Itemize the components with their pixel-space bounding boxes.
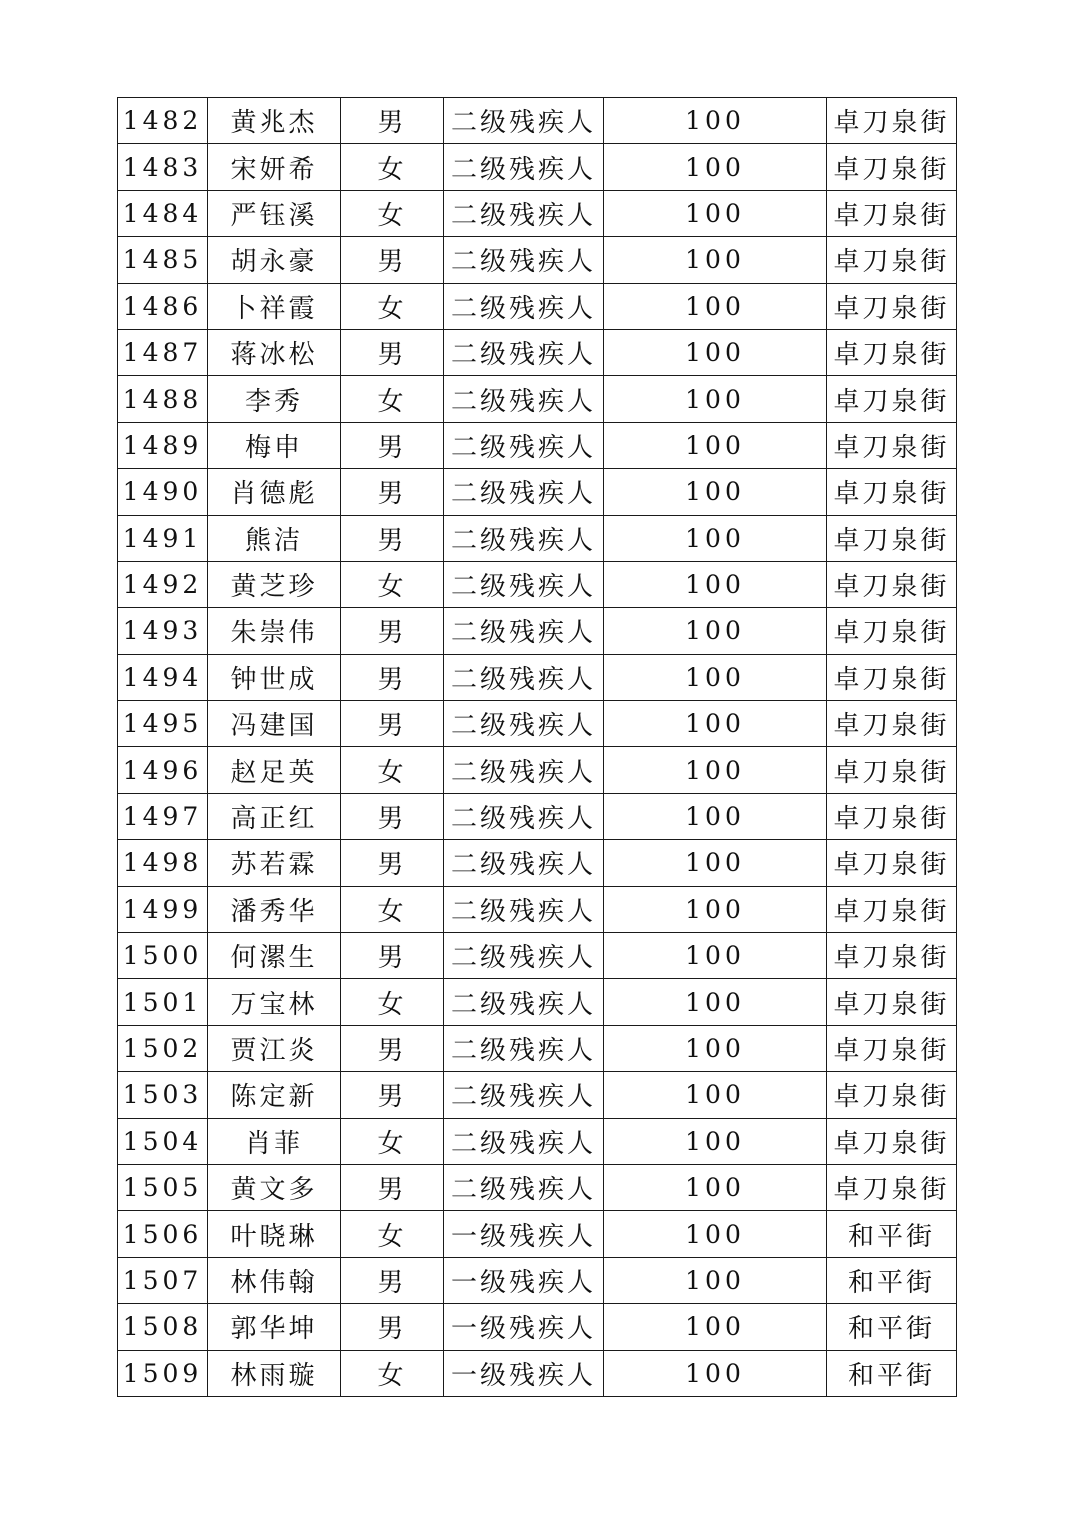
name-cell: 陈定新 — [208, 1072, 341, 1118]
name-cell: 钟世成 — [208, 654, 341, 700]
amount-cell: 100 — [604, 237, 827, 283]
table-row — [118, 515, 957, 561]
street-cell: 卓刀泉街 — [827, 793, 957, 839]
name-cell: 李秀 — [208, 376, 341, 422]
street-cell: 卓刀泉街 — [827, 422, 957, 468]
disability-level-cell: 二级残疾人 — [444, 283, 604, 329]
serial-number-cell: 1500 — [118, 933, 208, 979]
name-cell: 黄兆杰 — [208, 98, 341, 144]
name-cell: 梅申 — [208, 422, 341, 468]
name-cell: 胡永豪 — [208, 237, 341, 283]
serial-number-cell: 1489 — [118, 422, 208, 468]
serial-number-cell: 1496 — [118, 747, 208, 793]
serial-number-cell: 1490 — [118, 469, 208, 515]
street-cell: 卓刀泉街 — [827, 329, 957, 375]
name-cell: 高正红 — [208, 793, 341, 839]
table-row — [118, 1257, 957, 1303]
name-cell: 黄文多 — [208, 1164, 341, 1210]
name-cell: 林雨璇 — [208, 1350, 341, 1396]
amount-cell: 100 — [604, 654, 827, 700]
street-cell: 卓刀泉街 — [827, 654, 957, 700]
disability-level-cell: 二级残疾人 — [444, 144, 604, 190]
amount-cell: 100 — [604, 515, 827, 561]
gender-cell: 男 — [341, 701, 444, 747]
disability-level-cell: 二级残疾人 — [444, 469, 604, 515]
amount-cell: 100 — [604, 1072, 827, 1118]
name-cell: 何漯生 — [208, 933, 341, 979]
serial-number-cell: 1509 — [118, 1350, 208, 1396]
disability-level-cell: 二级残疾人 — [444, 1164, 604, 1210]
table-row — [118, 237, 957, 283]
amount-cell: 100 — [604, 98, 827, 144]
gender-cell: 男 — [341, 840, 444, 886]
table-row — [118, 1304, 957, 1350]
street-cell: 卓刀泉街 — [827, 283, 957, 329]
disability-level-cell: 一级残疾人 — [444, 1211, 604, 1257]
name-cell: 严钰溪 — [208, 190, 341, 236]
serial-number-cell: 1502 — [118, 1025, 208, 1071]
name-cell: 熊洁 — [208, 515, 341, 561]
gender-cell: 女 — [341, 190, 444, 236]
amount-cell: 100 — [604, 1118, 827, 1164]
street-cell: 卓刀泉街 — [827, 1164, 957, 1210]
street-cell: 和平街 — [827, 1350, 957, 1396]
serial-number-cell: 1494 — [118, 654, 208, 700]
table-row — [118, 886, 957, 932]
disability-level-cell: 二级残疾人 — [444, 237, 604, 283]
street-cell: 和平街 — [827, 1257, 957, 1303]
disability-level-cell: 二级残疾人 — [444, 840, 604, 886]
disability-level-cell: 二级残疾人 — [444, 98, 604, 144]
amount-cell: 100 — [604, 376, 827, 422]
street-cell: 和平街 — [827, 1304, 957, 1350]
gender-cell: 男 — [341, 933, 444, 979]
table-row — [118, 98, 957, 144]
street-cell: 卓刀泉街 — [827, 933, 957, 979]
serial-number-cell: 1503 — [118, 1072, 208, 1118]
gender-cell: 男 — [341, 608, 444, 654]
table-row — [118, 1350, 957, 1396]
serial-number-cell: 1497 — [118, 793, 208, 839]
table-row — [118, 747, 957, 793]
name-cell: 叶晓琳 — [208, 1211, 341, 1257]
name-cell: 黄芝珍 — [208, 561, 341, 607]
street-cell: 卓刀泉街 — [827, 979, 957, 1025]
table-row — [118, 1025, 957, 1071]
amount-cell: 100 — [604, 979, 827, 1025]
table-row — [118, 144, 957, 190]
amount-cell: 100 — [604, 1211, 827, 1257]
gender-cell: 女 — [341, 1118, 444, 1164]
street-cell: 卓刀泉街 — [827, 376, 957, 422]
gender-cell: 女 — [341, 886, 444, 932]
table-row — [118, 701, 957, 747]
disability-level-cell: 二级残疾人 — [444, 793, 604, 839]
gender-cell: 女 — [341, 979, 444, 1025]
table-row — [118, 979, 957, 1025]
disability-level-cell: 二级残疾人 — [444, 1025, 604, 1071]
gender-cell: 女 — [341, 747, 444, 793]
gender-cell: 男 — [341, 422, 444, 468]
serial-number-cell: 1484 — [118, 190, 208, 236]
disability-level-cell: 二级残疾人 — [444, 190, 604, 236]
amount-cell: 100 — [604, 561, 827, 607]
gender-cell: 女 — [341, 1350, 444, 1396]
disability-level-cell: 二级残疾人 — [444, 979, 604, 1025]
serial-number-cell: 1506 — [118, 1211, 208, 1257]
disability-level-cell: 二级残疾人 — [444, 376, 604, 422]
street-cell: 卓刀泉街 — [827, 840, 957, 886]
amount-cell: 100 — [604, 608, 827, 654]
disability-level-cell: 二级残疾人 — [444, 747, 604, 793]
serial-number-cell: 1491 — [118, 515, 208, 561]
street-cell: 卓刀泉街 — [827, 98, 957, 144]
table-row — [118, 469, 957, 515]
name-cell: 万宝林 — [208, 979, 341, 1025]
street-cell: 卓刀泉街 — [827, 469, 957, 515]
amount-cell: 100 — [604, 793, 827, 839]
table-row — [118, 329, 957, 375]
serial-number-cell: 1482 — [118, 98, 208, 144]
serial-number-cell: 1508 — [118, 1304, 208, 1350]
table-row — [118, 1072, 957, 1118]
serial-number-cell: 1486 — [118, 283, 208, 329]
gender-cell: 女 — [341, 561, 444, 607]
disability-level-cell: 二级残疾人 — [444, 1118, 604, 1164]
amount-cell: 100 — [604, 283, 827, 329]
gender-cell: 女 — [341, 283, 444, 329]
gender-cell: 男 — [341, 1304, 444, 1350]
name-cell: 潘秀华 — [208, 886, 341, 932]
data-table — [117, 97, 957, 1397]
amount-cell: 100 — [604, 190, 827, 236]
serial-number-cell: 1488 — [118, 376, 208, 422]
street-cell: 卓刀泉街 — [827, 1025, 957, 1071]
disability-level-cell: 二级残疾人 — [444, 886, 604, 932]
name-cell: 肖德彪 — [208, 469, 341, 515]
amount-cell: 100 — [604, 933, 827, 979]
street-cell: 卓刀泉街 — [827, 237, 957, 283]
name-cell: 蒋冰松 — [208, 329, 341, 375]
serial-number-cell: 1501 — [118, 979, 208, 1025]
gender-cell: 男 — [341, 469, 444, 515]
amount-cell: 100 — [604, 840, 827, 886]
disability-level-cell: 二级残疾人 — [444, 515, 604, 561]
gender-cell: 女 — [341, 144, 444, 190]
table-row — [118, 793, 957, 839]
table-row — [118, 933, 957, 979]
table-row — [118, 422, 957, 468]
serial-number-cell: 1505 — [118, 1164, 208, 1210]
gender-cell: 女 — [341, 1211, 444, 1257]
table-body — [118, 98, 957, 1397]
serial-number-cell: 1485 — [118, 237, 208, 283]
disability-level-cell: 二级残疾人 — [444, 608, 604, 654]
name-cell: 林伟翰 — [208, 1257, 341, 1303]
serial-number-cell: 1493 — [118, 608, 208, 654]
street-cell: 卓刀泉街 — [827, 561, 957, 607]
amount-cell: 100 — [604, 144, 827, 190]
street-cell: 卓刀泉街 — [827, 515, 957, 561]
gender-cell: 男 — [341, 98, 444, 144]
amount-cell: 100 — [604, 701, 827, 747]
disability-level-cell: 二级残疾人 — [444, 422, 604, 468]
gender-cell: 男 — [341, 1025, 444, 1071]
gender-cell: 男 — [341, 1257, 444, 1303]
disability-level-cell: 二级残疾人 — [444, 1072, 604, 1118]
street-cell: 卓刀泉街 — [827, 144, 957, 190]
gender-cell: 男 — [341, 793, 444, 839]
street-cell: 卓刀泉街 — [827, 747, 957, 793]
serial-number-cell: 1487 — [118, 329, 208, 375]
amount-cell: 100 — [604, 469, 827, 515]
street-cell: 卓刀泉街 — [827, 1118, 957, 1164]
amount-cell: 100 — [604, 1025, 827, 1071]
name-cell: 肖菲 — [208, 1118, 341, 1164]
disability-level-cell: 二级残疾人 — [444, 654, 604, 700]
disability-level-cell: 二级残疾人 — [444, 561, 604, 607]
table-row — [118, 608, 957, 654]
gender-cell: 男 — [341, 237, 444, 283]
gender-cell: 男 — [341, 654, 444, 700]
amount-cell: 100 — [604, 1164, 827, 1210]
table-row — [118, 1164, 957, 1210]
name-cell: 赵足英 — [208, 747, 341, 793]
disability-level-cell: 一级残疾人 — [444, 1304, 604, 1350]
disability-level-cell: 一级残疾人 — [444, 1257, 604, 1303]
street-cell: 卓刀泉街 — [827, 608, 957, 654]
table-row — [118, 1118, 957, 1164]
street-cell: 卓刀泉街 — [827, 1072, 957, 1118]
gender-cell: 男 — [341, 515, 444, 561]
table-row — [118, 561, 957, 607]
disability-level-cell: 二级残疾人 — [444, 933, 604, 979]
amount-cell: 100 — [604, 747, 827, 793]
table-row — [118, 283, 957, 329]
name-cell: 宋妍希 — [208, 144, 341, 190]
table-row — [118, 840, 957, 886]
gender-cell: 女 — [341, 376, 444, 422]
gender-cell: 男 — [341, 1164, 444, 1210]
serial-number-cell: 1504 — [118, 1118, 208, 1164]
street-cell: 卓刀泉街 — [827, 886, 957, 932]
disability-level-cell: 一级残疾人 — [444, 1350, 604, 1396]
amount-cell: 100 — [604, 886, 827, 932]
name-cell: 冯建国 — [208, 701, 341, 747]
serial-number-cell: 1495 — [118, 701, 208, 747]
amount-cell: 100 — [604, 329, 827, 375]
disability-level-cell: 二级残疾人 — [444, 329, 604, 375]
table-row — [118, 376, 957, 422]
name-cell: 卜祥霞 — [208, 283, 341, 329]
street-cell: 卓刀泉街 — [827, 190, 957, 236]
serial-number-cell: 1498 — [118, 840, 208, 886]
table-row — [118, 190, 957, 236]
gender-cell: 男 — [341, 329, 444, 375]
name-cell: 郭华坤 — [208, 1304, 341, 1350]
name-cell: 朱崇伟 — [208, 608, 341, 654]
name-cell: 贾江炎 — [208, 1025, 341, 1071]
serial-number-cell: 1492 — [118, 561, 208, 607]
street-cell: 卓刀泉街 — [827, 701, 957, 747]
amount-cell: 100 — [604, 422, 827, 468]
table-row — [118, 654, 957, 700]
name-cell: 苏若霖 — [208, 840, 341, 886]
serial-number-cell: 1499 — [118, 886, 208, 932]
amount-cell: 100 — [604, 1350, 827, 1396]
table-row — [118, 1211, 957, 1257]
amount-cell: 100 — [604, 1257, 827, 1303]
serial-number-cell: 1507 — [118, 1257, 208, 1303]
disability-level-cell: 二级残疾人 — [444, 701, 604, 747]
gender-cell: 男 — [341, 1072, 444, 1118]
serial-number-cell: 1483 — [118, 144, 208, 190]
street-cell: 和平街 — [827, 1211, 957, 1257]
amount-cell: 100 — [604, 1304, 827, 1350]
